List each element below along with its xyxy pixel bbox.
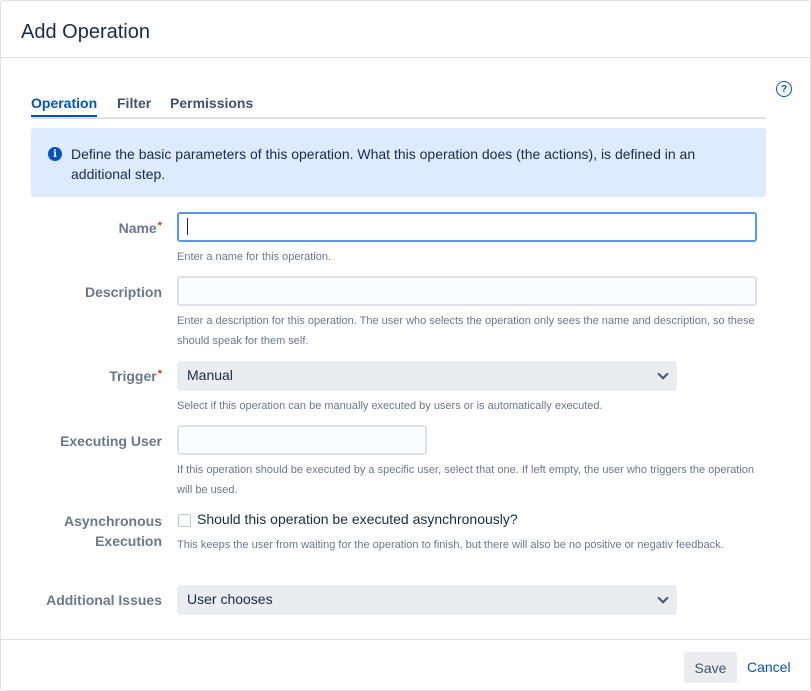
required-marker: *	[157, 368, 162, 380]
additional-issues-select[interactable]	[177, 585, 677, 615]
additional-issues-selected-value: User chooses	[187, 591, 273, 607]
trigger-help-text: Select if this operation can be manually executed by users or is automatically executed.	[177, 400, 603, 412]
name-label: Name*	[118, 220, 162, 236]
async-execution-label: Asynchronous Execution	[63, 513, 162, 549]
dialog-header	[1, 1, 810, 58]
tab-permissions[interactable]: Permissions	[170, 95, 254, 111]
name-help-text: Enter a name for this operation.	[177, 251, 332, 263]
async-checkbox[interactable]	[178, 514, 191, 527]
executing-user-label: Executing User	[60, 433, 162, 449]
tab-filter[interactable]: Filter	[117, 95, 152, 111]
trigger-selected-value: Manual	[187, 367, 233, 383]
name-input[interactable]	[177, 212, 757, 242]
description-help-text: Enter a description for this operation. The user who selects the operation only sees the name and description, so these should speak for them self.	[177, 315, 755, 347]
question-circle-icon[interactable]: ?	[776, 81, 792, 97]
async-help-text: This keeps the user from waiting for the operation to finish, but there will also be no positive or negativ feedback.	[177, 539, 724, 551]
required-marker: *	[157, 220, 162, 232]
trigger-label: Trigger*	[109, 368, 162, 384]
text-caret	[187, 218, 188, 235]
save-button[interactable]: Save	[684, 652, 737, 683]
additional-issues-label: Additional Issues	[46, 592, 162, 608]
executing-user-help-text: If this operation should be executed by a specific user, select that one. If left empty, the user who triggers the operation will be used.	[177, 464, 755, 496]
trigger-select[interactable]	[177, 361, 677, 391]
description-input[interactable]	[177, 276, 757, 306]
cancel-button[interactable]: Cancel	[747, 659, 791, 675]
async-checkbox-label[interactable]: Should this operation be executed asynchronously?	[197, 511, 518, 527]
info-icon: i	[48, 147, 62, 161]
info-message-text: Define the basic parameters of this operation. What this operation does (the actions), is defined in an additional step.	[71, 146, 696, 182]
tab-bar	[31, 95, 766, 119]
chevron-down-icon	[657, 368, 668, 379]
info-message	[31, 128, 766, 197]
description-label: Description	[84, 284, 162, 300]
tab-operation[interactable]: Operation	[31, 95, 98, 111]
chevron-down-icon	[657, 592, 668, 603]
executing-user-input[interactable]	[177, 425, 427, 455]
dialog-title: Add Operation	[21, 21, 150, 43]
